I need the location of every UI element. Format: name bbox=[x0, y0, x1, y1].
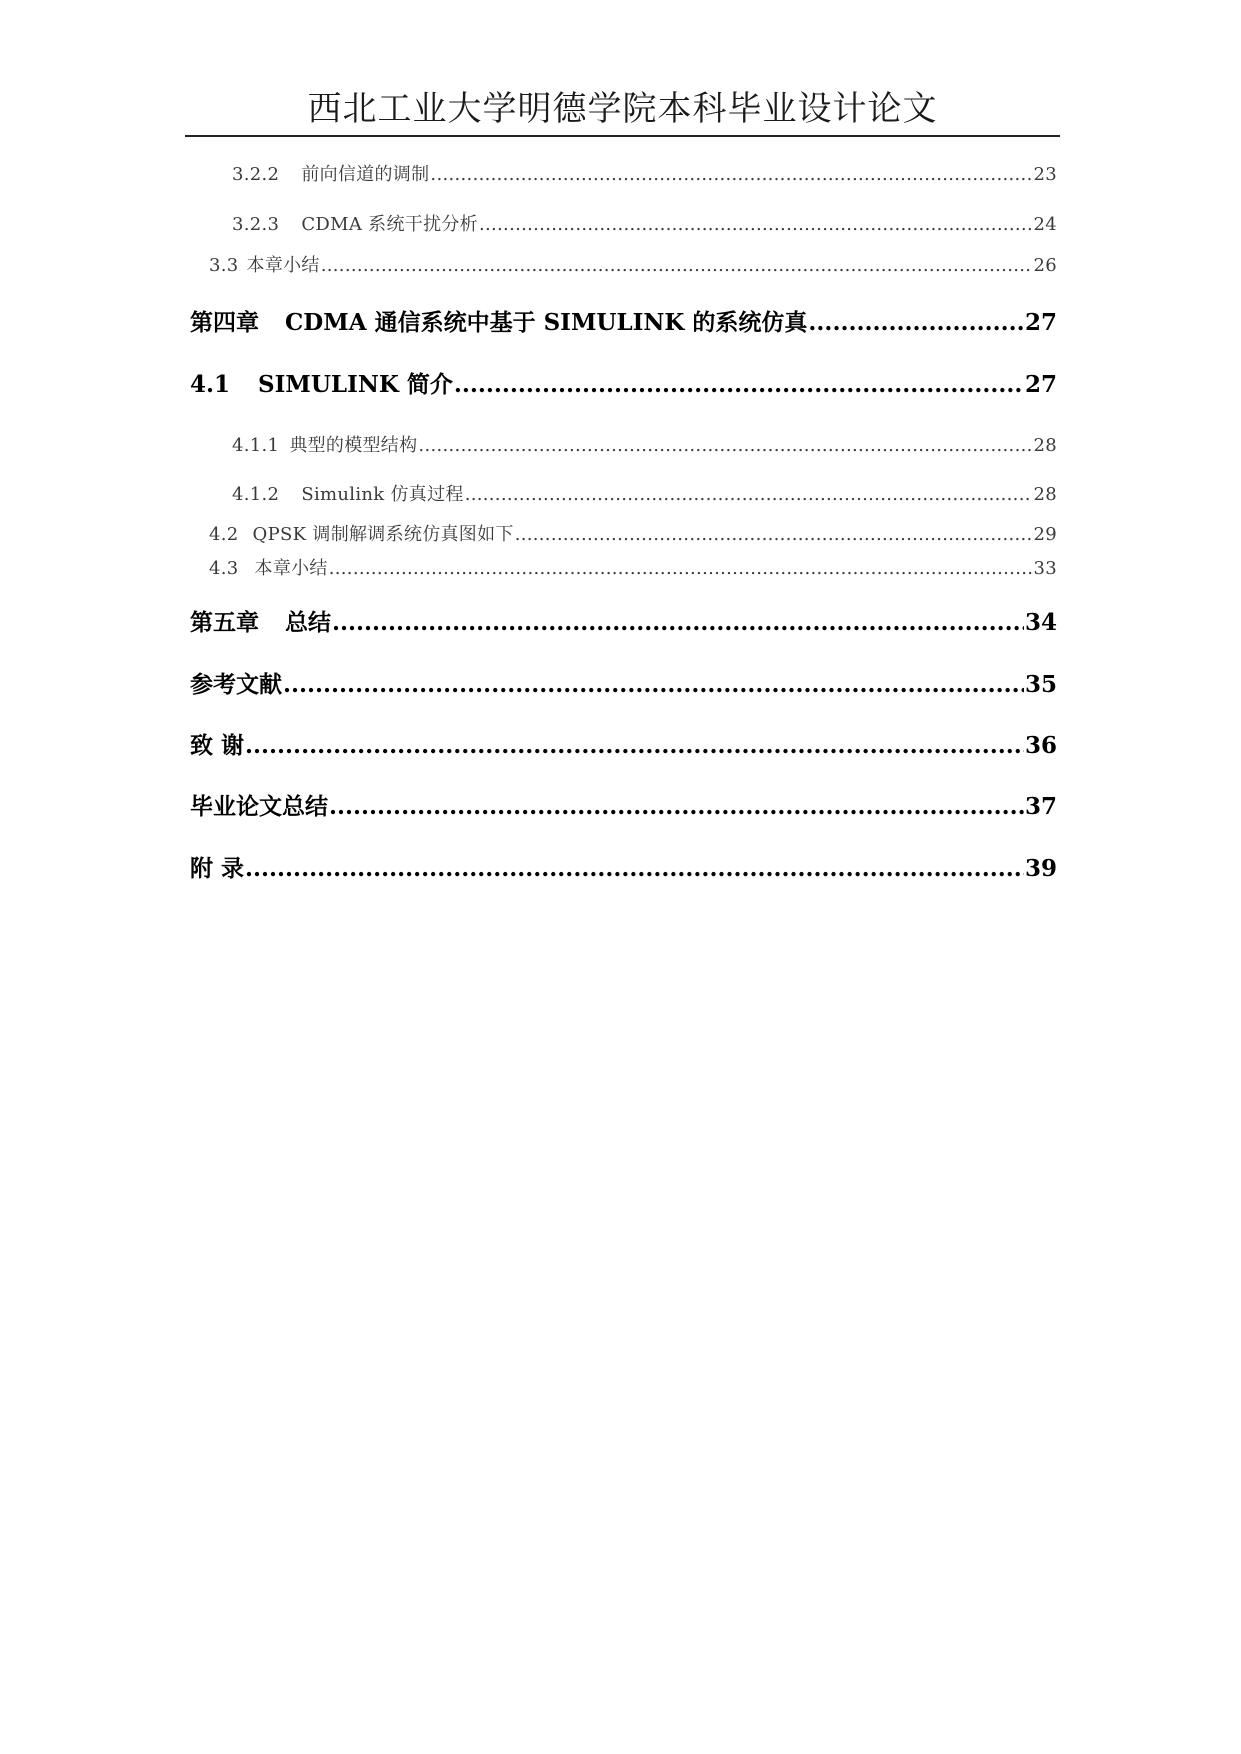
toc-entry-title: 典型的模型结构 bbox=[289, 435, 418, 456]
toc-entry-number: 4.1.1 bbox=[232, 435, 280, 456]
header-divider bbox=[185, 135, 1060, 137]
toc-entry-title: QPSK 调制解调系统仿真图如下 bbox=[252, 524, 514, 545]
toc-leader-dots bbox=[245, 855, 1024, 882]
toc-entry-page: 33 bbox=[1033, 558, 1057, 579]
toc-entry-4-1[interactable] bbox=[190, 366, 1057, 399]
toc-entry-title: 本章小结 bbox=[254, 558, 328, 579]
toc-entry-page: 29 bbox=[1033, 524, 1057, 545]
page-header-title: 西北工业大学明德学院本科毕业设计论文 bbox=[307, 89, 938, 129]
toc-entry-title: CDMA 通信系统中基于 SIMULINK 的系统仿真 bbox=[285, 309, 808, 336]
toc-entry-acknowledgements[interactable] bbox=[190, 727, 1057, 760]
toc-entry-page: 24 bbox=[1033, 214, 1057, 235]
toc-entry-chapter-5[interactable] bbox=[190, 604, 1057, 637]
toc-entry-references[interactable] bbox=[190, 666, 1057, 699]
toc-entry-appendix[interactable] bbox=[190, 850, 1057, 883]
toc-entry-number: 第五章 bbox=[190, 609, 259, 636]
toc-entry-page: 27 bbox=[1024, 309, 1057, 336]
toc-entry-4-3[interactable] bbox=[209, 554, 1057, 580]
toc-entry-page: 34 bbox=[1024, 609, 1057, 636]
toc-entry-4-1-2[interactable] bbox=[232, 480, 1057, 506]
toc-leader-dots bbox=[479, 214, 1033, 235]
toc-entry-3-3[interactable] bbox=[209, 251, 1057, 277]
toc-entry-page: 27 bbox=[1024, 371, 1057, 398]
toc-entry-3-2-2[interactable] bbox=[232, 160, 1057, 186]
toc-leader-dots bbox=[283, 671, 1024, 698]
toc-entry-page: 35 bbox=[1024, 671, 1057, 698]
toc-entry-number: 第四章 bbox=[190, 309, 259, 336]
toc-entry-title: 前向信道的调制 bbox=[301, 164, 430, 185]
toc-entry-number: 4.1 bbox=[190, 371, 231, 398]
toc-entry-title: CDMA 系统干扰分析 bbox=[301, 214, 478, 235]
toc-entry-3-2-3[interactable] bbox=[232, 210, 1057, 236]
toc-entry-page: 37 bbox=[1024, 793, 1057, 820]
toc-leader-dots bbox=[321, 255, 1033, 276]
toc-entry-number: 3.3 bbox=[209, 255, 239, 276]
toc-entry-title: 总结 bbox=[285, 609, 331, 636]
toc-entry-title: 本章小结 bbox=[246, 255, 320, 276]
toc-entry-number: 4.2 bbox=[209, 524, 239, 545]
toc-leader-dots bbox=[808, 309, 1024, 336]
toc-entry-number: 3.2.2 bbox=[232, 164, 280, 185]
toc-entry-number: 4.3 bbox=[209, 558, 239, 579]
toc-leader-dots bbox=[329, 793, 1024, 820]
toc-entry-page: 28 bbox=[1033, 484, 1057, 505]
toc-entry-page: 23 bbox=[1033, 164, 1057, 185]
toc-leader-dots bbox=[430, 164, 1032, 185]
toc-leader-dots bbox=[515, 524, 1033, 545]
toc-leader-dots bbox=[465, 484, 1033, 505]
toc-entry-title: Simulink 仿真过程 bbox=[301, 484, 464, 505]
toc-entry-page: 39 bbox=[1024, 855, 1057, 882]
toc-entry-page: 28 bbox=[1033, 435, 1057, 456]
toc-entry-page: 36 bbox=[1024, 732, 1057, 759]
toc-entry-title: 致 谢 bbox=[190, 732, 245, 759]
toc-leader-dots bbox=[329, 558, 1033, 579]
toc-entry-number: 3.2.3 bbox=[232, 214, 280, 235]
toc-entry-number: 4.1.2 bbox=[232, 484, 280, 505]
toc-entry-title: 毕业论文总结 bbox=[190, 793, 328, 820]
toc-leader-dots bbox=[245, 732, 1024, 759]
toc-entry-page: 26 bbox=[1033, 255, 1057, 276]
toc-entry-4-1-1[interactable] bbox=[232, 431, 1057, 457]
toc-entry-4-2[interactable] bbox=[209, 520, 1057, 546]
toc-leader-dots bbox=[454, 371, 1024, 398]
toc-leader-dots bbox=[418, 435, 1032, 456]
toc-entry-title: 参考文献 bbox=[190, 671, 282, 698]
toc-entry-title: 附 录 bbox=[190, 855, 245, 882]
toc-entry-thesis-summary[interactable] bbox=[190, 788, 1057, 821]
toc-entry-title: SIMULINK 简介 bbox=[258, 371, 453, 398]
toc-entry-chapter-4[interactable] bbox=[190, 304, 1057, 337]
toc-leader-dots bbox=[332, 609, 1024, 636]
